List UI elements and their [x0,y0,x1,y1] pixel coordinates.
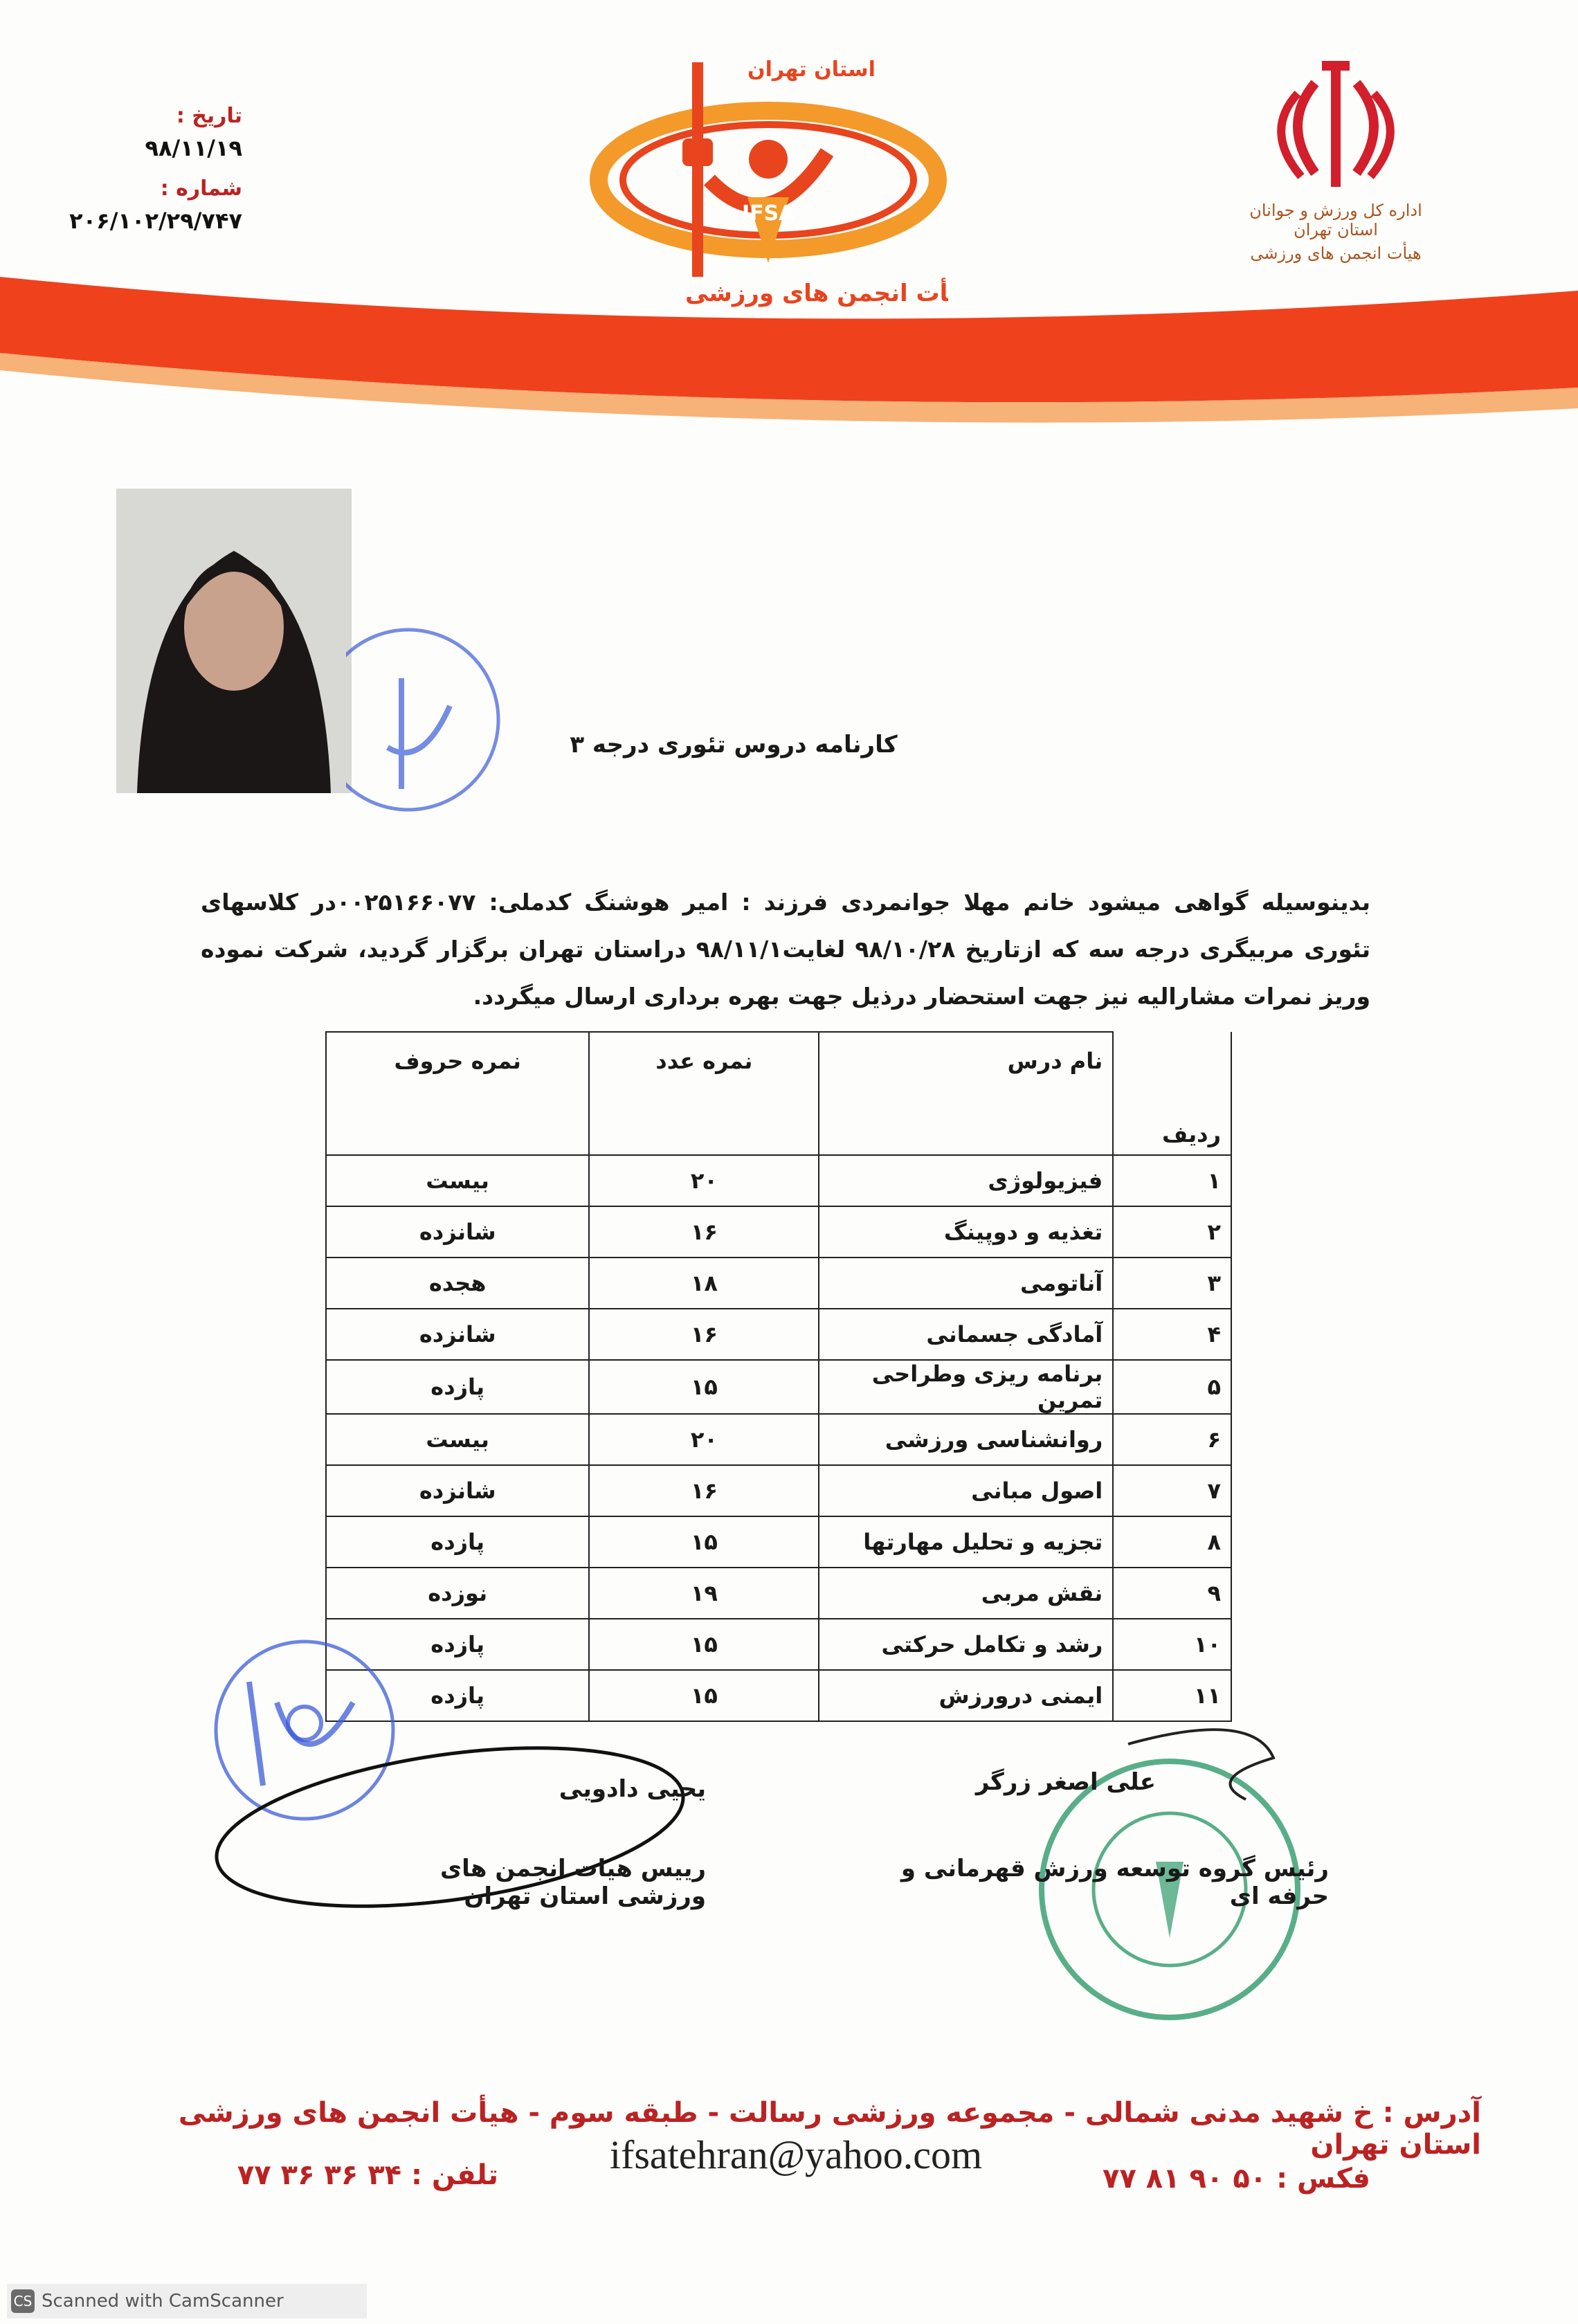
grades-table [325,1031,1232,1722]
wave-banner [0,249,1578,443]
numeric-grade: ۱۶ [589,1206,819,1258]
camscanner-watermark [7,2284,367,2318]
course-name: روانشناسی ورزشی [819,1414,1113,1465]
header-course-name: نام درس [819,1032,1113,1155]
table-row [326,1360,1231,1414]
row-number: ۲ [1113,1206,1231,1258]
course-name: برنامه ریزی وطراحی تمرین [819,1360,1113,1414]
numeric-grade: ۲۰ [589,1155,819,1206]
stamp-graphic [346,595,505,817]
letter-grade: نوزده [326,1568,589,1619]
table-row [326,1155,1231,1206]
row-number: ۸ [1113,1516,1231,1568]
row-number: ۵ [1113,1360,1231,1414]
certificate-paragraph: بدینوسیله گواهی میشود خانم مهلا جوانمردی فرزند : امیر هوشنگ کدملی: ۰۰۲۵۱۶۶۰۷۷در کلاسهای تئوری مربیگری درجه سه که ازتاریخ ۹۸/۱۰/۲۸ لغایت۹۸/۱۱/۱ دراستان تهران برگزار گردید، شرکت نموده وریز نمرات مشارالیه نیز جهت استحضار درذیل جهت بهره برداری ارسال میگردد. [201,889,1370,1010]
numeric-grade: ۱۶ [589,1465,819,1516]
letter-grade: بیست [326,1155,589,1206]
right-signer-title: رئیس گروه توسعه ورزش قهرمانی و حرفه ای [900,1855,1329,1910]
date-value: ۹۸/۱۱/۱۹ [145,135,242,161]
table-row [326,1568,1231,1619]
number-value: ۲۰۶/۱۰۲/۲۹/۷۴۷ [69,208,242,234]
letter-grade: هجده [326,1258,589,1309]
document-title: کارنامه دروس تئوری درجه ۳ [570,731,898,759]
date-label: تاریخ : [176,104,242,128]
letter-grade: بیست [326,1414,589,1465]
letter-grade: پازده [326,1360,589,1414]
numeric-grade: ۱۵ [589,1516,819,1568]
numeric-grade: ۲۰ [589,1414,819,1465]
footer-email[interactable]: ifsatehran@yahoo.com [609,2132,983,2177]
number-label: شماره : [160,176,242,201]
logo-bottom-text: هیأت انجمن های ورزشی [685,280,948,307]
footer-phone: تلفن : ۳۴ ۳۶ ۳۶ ۷۷ [237,2159,498,2191]
numeric-grade: ۱۵ [589,1670,819,1721]
row-number: ۶ [1113,1414,1231,1465]
row-number: ۱۰ [1113,1619,1231,1670]
numeric-grade: ۱۵ [589,1360,819,1414]
row-number: ۹ [1113,1568,1231,1619]
emblem-line-1: اداره کل ورزش و جوانان استان تهران [1249,201,1422,239]
course-name: رشد و تکامل حرکتی [819,1619,1113,1670]
letter-grade: پازده [326,1516,589,1568]
header-row-number: ردیف [1113,1032,1231,1155]
portrait-image [116,489,352,793]
logo-abbrev: IFSA [742,201,795,226]
course-name: تغذیه و دوپینگ [819,1206,1113,1258]
header-numeric-grade: نمره عدد [589,1032,819,1155]
table-header-row [326,1032,1231,1155]
right-signer-name: علی اصغر زرگر [975,1768,1156,1796]
table-row [326,1414,1231,1465]
camscanner-icon: CS [11,2289,35,2313]
left-signer-name: یحیی دادویی [559,1775,706,1803]
student-photo [116,489,352,793]
numeric-grade: ۱۹ [589,1568,819,1619]
row-number: ۷ [1113,1465,1231,1516]
left-signer-title: رییس هیات انجمن های ورزشی استان تهران [440,1855,706,1910]
row-number: ۳ [1113,1258,1231,1309]
table-row [326,1309,1231,1360]
header-letter-grade: نمره حروف [326,1032,589,1155]
letter-grade: پازده [326,1670,589,1721]
numeric-grade: ۱۶ [589,1309,819,1360]
letter-grade: شانزده [326,1465,589,1516]
table-row [326,1465,1231,1516]
table-row [326,1516,1231,1568]
course-name: آمادگی جسمانی [819,1309,1113,1360]
letter-grade: شانزده [326,1309,589,1360]
header-meta [62,104,242,249]
numeric-grade: ۱۵ [589,1619,819,1670]
row-number: ۴ [1113,1309,1231,1360]
table-row [326,1258,1231,1309]
letter-grade: پازده [326,1619,589,1670]
footer-address: آدرس : خ شهید مدنی شمالی - مجموعه ورزشی رسالت - طبقه سوم - هیأت انجمن های ورزشی استان تهران [178,2097,1481,2161]
course-name: اصول مبانی [819,1465,1113,1516]
logo-top-text: استان تهران [747,57,876,82]
course-name: آناتومی [819,1258,1113,1309]
row-number: ۱ [1113,1155,1231,1206]
course-name: ایمنی درورزش [819,1670,1113,1721]
iran-emblem-icon [1267,55,1405,194]
row-number: ۱۱ [1113,1670,1231,1721]
header-banner [0,249,1578,443]
table-row [326,1206,1231,1258]
letter-grade: شانزده [326,1206,589,1258]
footer-fax: فکس : ۵۰ ۹۰ ۸۱ ۷۷ [1103,2163,1370,2195]
emblem-line-2: هیأت انجمن های ورزشی [1250,244,1422,263]
camscanner-text: Scanned with CamScanner [42,2291,284,2312]
course-name: تجزیه و تحلیل مهارتها [819,1516,1113,1568]
course-name: فیزیولوژی [819,1155,1113,1206]
numeric-grade: ۱۸ [589,1258,819,1309]
photo-stamp [346,595,505,817]
course-name: نقش مربی [819,1568,1113,1619]
